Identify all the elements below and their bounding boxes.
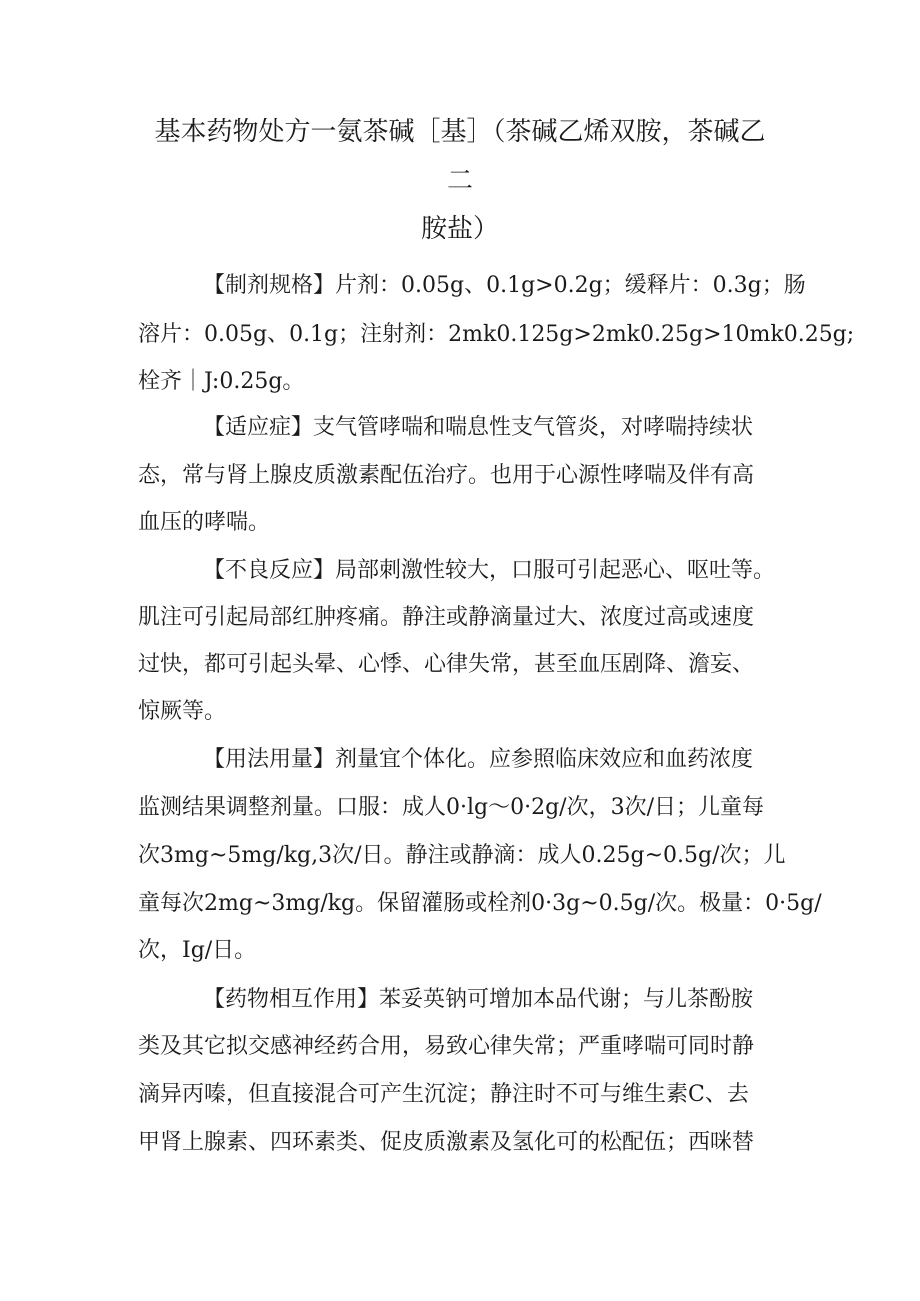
paragraph-line: 态，常与肾上腺皮质激素配伍治疗。也用于心源性哮喘及伴有高 [138,463,755,488]
section-indications-label: 【适应症】 [203,415,314,440]
paragraph-line: 片剂：0.05g、0.1g>0.2g；缓释片：0.3g；肠 [335,273,806,298]
paragraph-line: 次，Ig/日。 [138,938,257,963]
section-adverse-reactions-first-line [203,556,775,586]
paragraph-line: 类及其它拟交感神经药合用，易致心律失常；严重哮喘可同时静 [138,1034,755,1059]
section-formulation-label: 【制剂规格】 [203,273,336,298]
section-formulation-first-line [203,271,806,301]
section-dosage-first-line [203,745,753,775]
paragraph-line: 甲肾上腺素、四环素类、促皮质激素及氢化可的松配伍；西咪替 [138,1130,755,1155]
document-title-line-2: 二 [446,166,473,196]
section-indications-first-line [203,413,753,443]
paragraph-line: 苯妥英钠可增加本品代谢；与儿茶酚胺 [379,987,754,1012]
paragraph-line: 剂量宜个体化。应参照临床效应和血药浓度 [335,747,754,772]
section-adverse-reactions-label: 【不良反应】 [203,558,336,583]
paragraph-line: 溶片：0.05g、0.1g；注射剂：2mk0.125g>2mk0.25g>10mk0.25g; [138,322,855,347]
document-title-line-1: 基本药物处方一氨茶碱［基］（茶碱乙烯双胺，茶碱乙 [154,117,766,147]
paragraph-line: 滴异丙嗪，但直接混合可产生沉淀；静注时不可与维生素C、去 [138,1082,749,1107]
paragraph-line: 次3mg~5mg/kg,3次/日。静注或静滴：成人0.25g~0.5g/次；儿 [138,843,786,868]
section-interactions-first-line [203,985,753,1015]
paragraph-line: 栓齐｜J:0.25g。 [138,369,305,394]
paragraph-line: 血压的哮喘。 [138,510,271,535]
paragraph-line: 监测结果调整剂量。口服：成人0·lg～0·2g/次，3次/日；儿童每 [138,795,765,820]
paragraph-line: 惊厥等。 [138,699,227,724]
paragraph-line: 肌注可引起局部红肿疼痛。静注或静滴量过大、浓度过高或速度 [138,605,755,630]
paragraph-line: 童每次2mg~3mg/kg。保留灌肠或栓剂0·3g~0.5g/次。极量：0·5g/ [138,891,822,916]
paragraph-line: 过快，都可引起头晕、心悸、心律失常，甚至血压剧降、澹妄、 [138,652,755,677]
document-title-line-3: 胺盐） [420,214,499,244]
paragraph-line: 支气管哮喘和喘息性支气管炎，对哮喘持续状 [313,415,754,440]
section-dosage-label: 【用法用量】 [203,747,336,772]
paragraph-line: 局部刺激性较大，口服可引起恶心、呕吐等。 [335,558,776,583]
section-interactions-label: 【药物相互作用】 [203,987,380,1012]
